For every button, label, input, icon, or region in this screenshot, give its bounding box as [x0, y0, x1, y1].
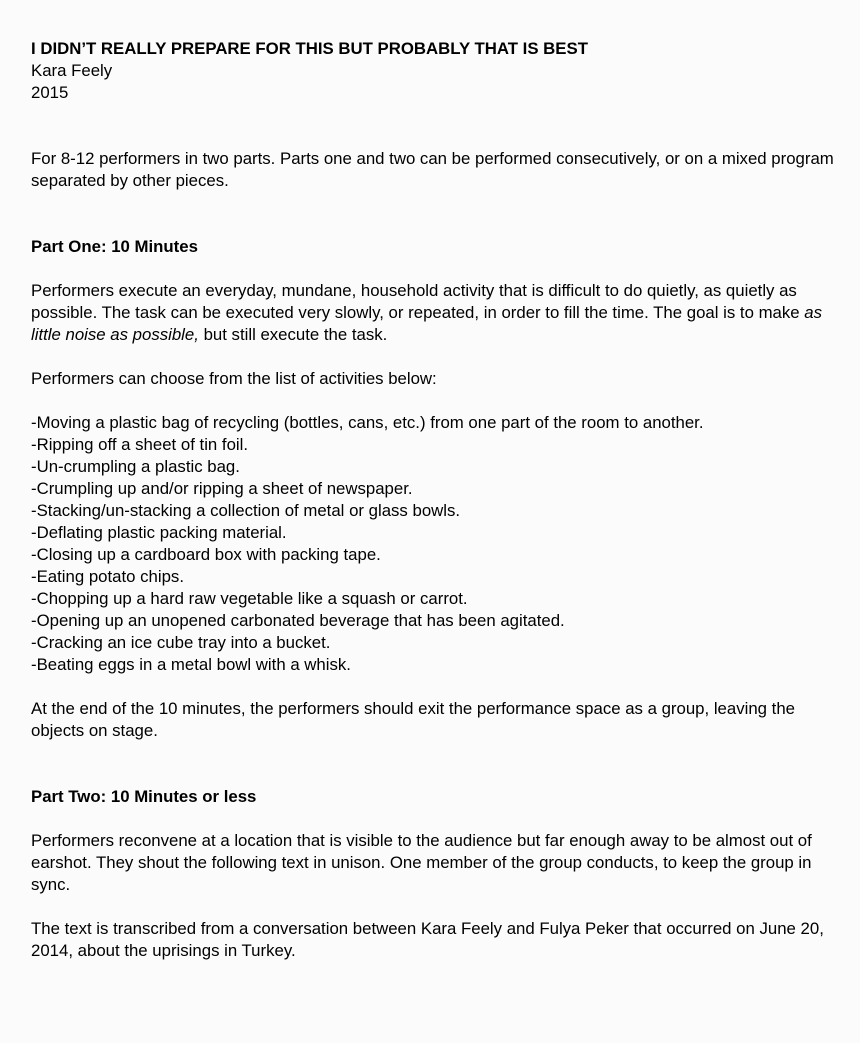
part-one-paragraph-2: Performers can choose from the list of activities below: — [31, 369, 437, 388]
document-year: 2015 — [31, 83, 69, 102]
list-item: -Deflating plastic packing material. — [31, 523, 287, 542]
part-two-paragraph-2: The text is transcribed from a conversation between Kara Feely and Fulya Peker that occurred on June 20, 2014, about the uprisings in Turkey. — [31, 919, 824, 960]
list-item: -Beating eggs in a metal bowl with a whisk. — [31, 655, 351, 674]
document-body — [31, 38, 836, 962]
list-item: -Cracking an ice cube tray into a bucket. — [31, 633, 331, 652]
list-item: -Closing up a cardboard box with packing tape. — [31, 545, 381, 564]
part-one-paragraph-1-start: Performers execute an everyday, mundane, household activity that is difficult to do quietly, as quietly as possible. The task can be executed very slowly, or repeated, in order to fill the time. The goal is to make — [31, 281, 805, 322]
list-item: -Chopping up a hard raw vegetable like a squash or carrot. — [31, 589, 468, 608]
list-item: -Un-crumpling a plastic bag. — [31, 457, 240, 476]
part-one-paragraph-1 — [31, 280, 836, 346]
author-name: Kara Feely — [31, 61, 113, 80]
list-item: -Crumpling up and/or ripping a sheet of newspaper. — [31, 479, 413, 498]
list-item: -Stacking/un-stacking a collection of metal or glass bowls. — [31, 501, 461, 520]
part-one-paragraph-1-emphasis: as little noise as possible, — [31, 303, 822, 344]
intro-paragraph: For 8-12 performers in two parts. Parts one and two can be performed consecutively, or on a mixed program separated by other pieces. — [31, 149, 834, 190]
list-item: -Eating potato chips. — [31, 567, 184, 586]
list-item: -Opening up an unopened carbonated beverage that has been agitated. — [31, 611, 565, 630]
part-one-paragraph-3: At the end of the 10 minutes, the performers should exit the performance space as a group, leaving the objects on stage. — [31, 699, 795, 740]
list-item: -Ripping off a sheet of tin foil. — [31, 435, 249, 454]
document-title: I DIDN’T REALLY PREPARE FOR THIS BUT PROBABLY THAT IS BEST — [31, 39, 588, 58]
part-one-paragraph-1-end: but still execute the task. — [198, 325, 388, 344]
part-two-paragraph-1: Performers reconvene at a location that is visible to the audience but far enough away to be almost out of earshot. They shout the following text in unison. One member of the group conducts, to keep the group in sync. — [31, 831, 812, 894]
part-one-heading: Part One: 10 Minutes — [31, 237, 198, 256]
list-item: -Moving a plastic bag of recycling (bottles, cans, etc.) from one part of the room to another. — [31, 413, 704, 432]
activity-list — [31, 412, 836, 676]
part-two-heading: Part Two: 10 Minutes or less — [31, 787, 257, 806]
